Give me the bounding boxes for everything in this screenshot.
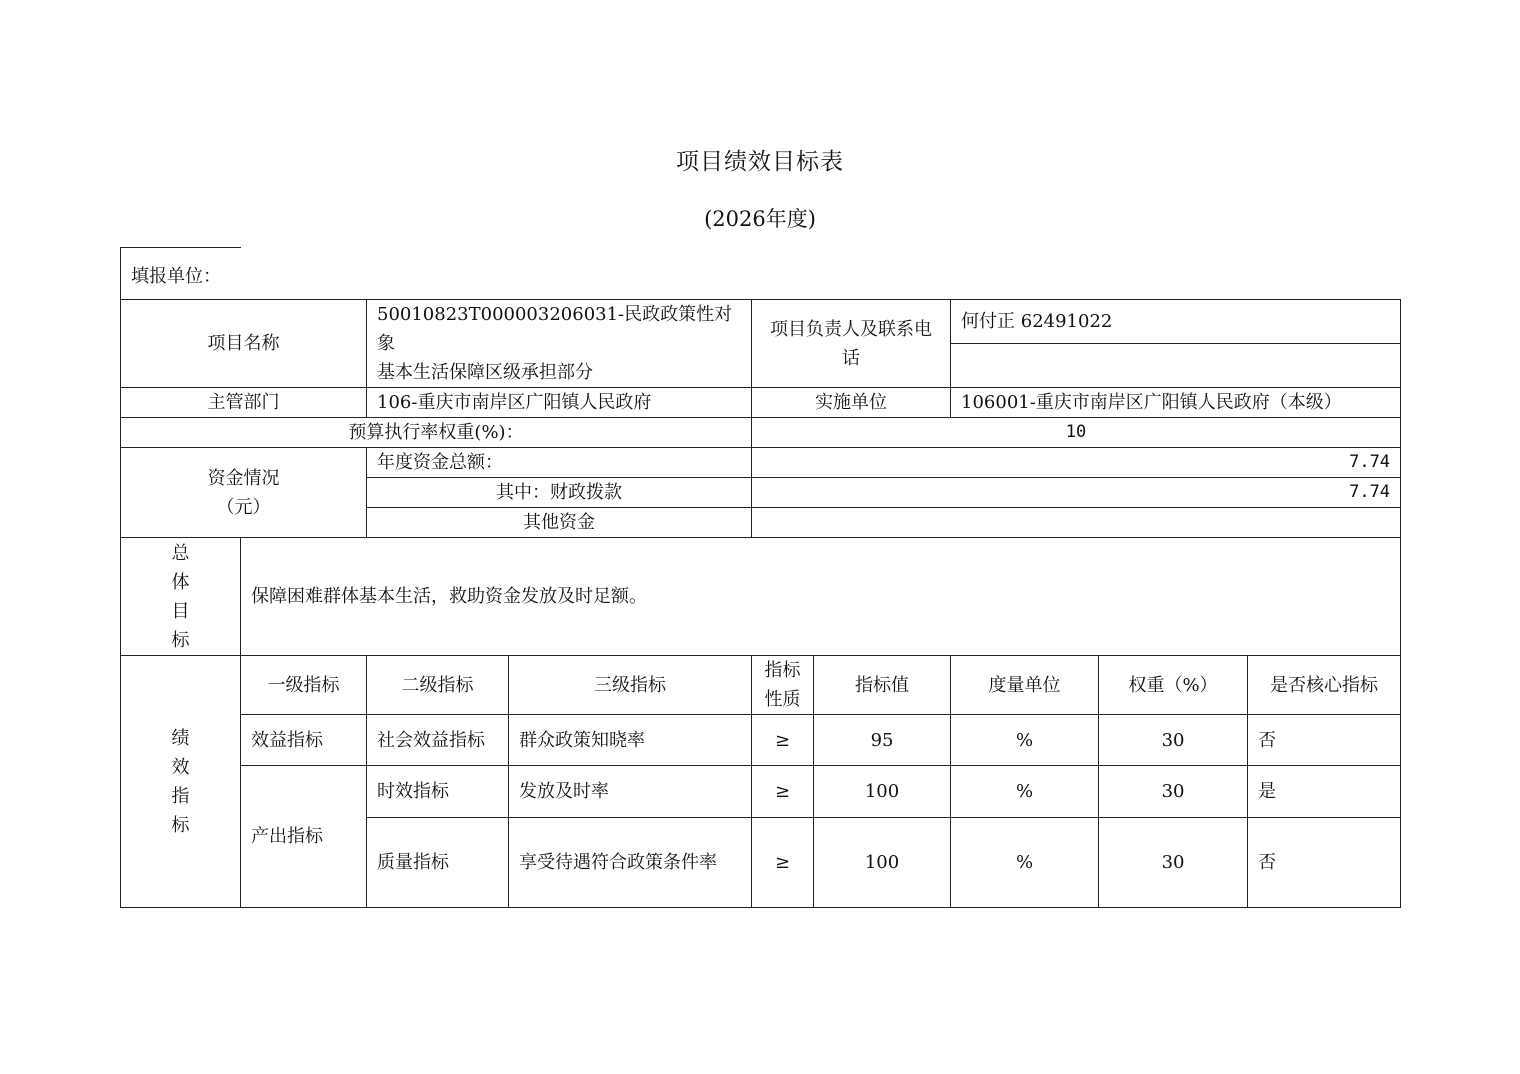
indicator-weight: 30: [1099, 715, 1248, 766]
indicator-weight: 30: [1099, 818, 1248, 908]
dept-value: 106-重庆市南岸区广阳镇人民政府: [367, 388, 752, 418]
overall-goal-text: 保障困难群体基本生活，救助资金发放及时足额。: [241, 538, 1401, 656]
indicator-level3: 群众政策知晓率: [509, 715, 752, 766]
indicator-nature: ≥: [752, 715, 814, 766]
indicator-level3: 发放及时率: [509, 766, 752, 818]
funds-label-line1: 资金情况: [207, 467, 280, 489]
budget-weight-value: 10: [752, 418, 1401, 448]
project-name-row: [121, 300, 1401, 344]
indicator-nature: ≥: [752, 818, 814, 908]
header-unit: 度量单位: [951, 656, 1099, 715]
header-nature: [752, 656, 814, 715]
indicator-level2: 社会效益指标: [367, 715, 509, 766]
overall-goal-row: [121, 538, 1401, 656]
indicator-label-char: 效: [171, 756, 190, 778]
funds-fiscal-value: 7.74: [752, 478, 1401, 508]
indicator-row: [121, 715, 1401, 766]
header-nature-line1: 指标: [764, 660, 801, 681]
indicator-nature: ≥: [752, 766, 814, 818]
contact-label-line2: 话: [842, 347, 861, 369]
indicator-level1: 产出指标: [241, 766, 367, 908]
indicator-unit: %: [951, 818, 1099, 908]
indicator-header-row: [121, 656, 1401, 715]
funds-total-row: [121, 448, 1401, 478]
budget-weight-label: 预算执行率权重(%)：: [121, 418, 752, 448]
indicator-level2: 质量指标: [367, 818, 509, 908]
impl-value: 106001-重庆市南岸区广阳镇人民政府（本级）: [951, 388, 1401, 418]
impl-label: 实施单位: [752, 388, 951, 418]
indicator-value: 100: [814, 818, 951, 908]
header-nature-line2: 性质: [764, 689, 801, 710]
header-value: 指标值: [814, 656, 951, 715]
indicator-value: 100: [814, 766, 951, 818]
header-level1: 一级指标: [241, 656, 367, 715]
indicator-core: 是: [1248, 766, 1401, 818]
page-title: 项目绩效目标表: [676, 149, 844, 175]
filler-top-divider: [120, 247, 241, 248]
indicator-core: 否: [1248, 818, 1401, 908]
indicator-row: [121, 766, 1401, 818]
indicator-unit: %: [951, 715, 1099, 766]
project-name-line2: 基本生活保障区级承担部分: [377, 362, 593, 383]
goal-label-char: 目: [171, 600, 190, 622]
funds-label: [121, 448, 367, 538]
filler-row: [120, 247, 1400, 299]
contact-label-line1: 项目负责人及联系电: [770, 318, 933, 340]
project-name-label: 项目名称: [121, 300, 367, 388]
funds-fiscal-label: 其中：财政拨款: [367, 478, 752, 508]
funds-total-value: 7.74: [752, 448, 1401, 478]
indicator-label-char: 指: [171, 785, 190, 807]
indicator-label-char: 绩: [171, 727, 190, 749]
indicator-level2: 时效指标: [367, 766, 509, 818]
indicator-core: 否: [1248, 715, 1401, 766]
indicator-unit: %: [951, 766, 1099, 818]
indicator-section-label: [121, 656, 241, 908]
funds-label-line2: （元）: [216, 496, 271, 518]
header-weight: 权重（%）: [1099, 656, 1248, 715]
indicator-level1: 效益指标: [241, 715, 367, 766]
filler-unit-label: 填报单位：: [131, 266, 221, 287]
goal-label-char: 总: [171, 542, 190, 564]
funds-other-value: [752, 508, 1401, 538]
dept-label: 主管部门: [121, 388, 367, 418]
contact-value: 何付正 62491022: [951, 300, 1401, 344]
header-level2: 二级指标: [367, 656, 509, 715]
funds-total-label: 年度资金总额：: [367, 448, 752, 478]
header-level3: 三级指标: [509, 656, 752, 715]
funds-other-label: 其他资金: [367, 508, 752, 538]
overall-goal-label: [121, 538, 241, 656]
goal-label-char: 标: [171, 629, 190, 651]
contact-label: [752, 300, 951, 388]
page-subtitle: (2026年度): [704, 207, 816, 231]
header-core: 是否核心指标: [1248, 656, 1401, 715]
indicator-label-char: 标: [171, 814, 190, 836]
indicator-weight: 30: [1099, 766, 1248, 818]
budget-weight-row: [121, 418, 1401, 448]
department-row: [121, 388, 1401, 418]
project-name-line1: 50010823T000003206031-民政政策性对象: [377, 304, 733, 354]
performance-target-table: [120, 299, 1401, 908]
project-name-value: [367, 300, 752, 388]
contact-extra-cell: [951, 344, 1401, 388]
goal-label-char: 体: [171, 571, 190, 593]
indicator-level3: 享受待遇符合政策条件率: [509, 818, 752, 908]
indicator-value: 95: [814, 715, 951, 766]
